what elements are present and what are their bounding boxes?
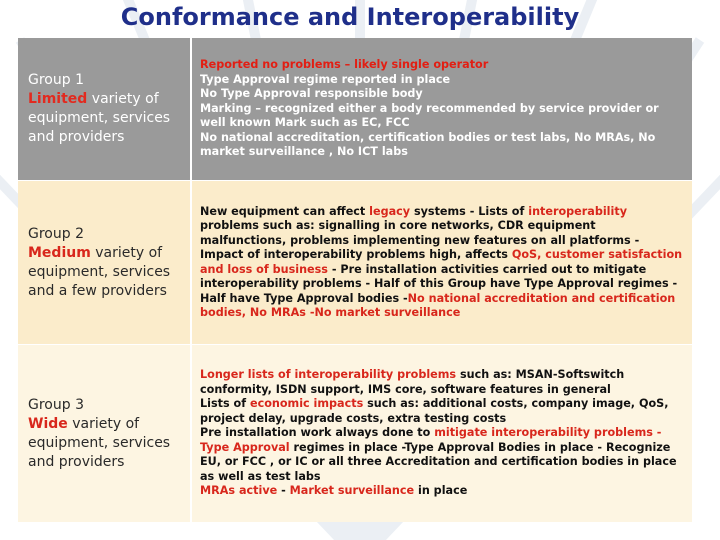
table-row-group-1 [18,38,692,180]
group-3-description [196,345,688,522]
group-1-line-1: Reported no problems – likely single operator [200,58,489,72]
group-1-label: Group 1 [28,72,84,88]
group-3-line-4: MRAs active - Market surveillance in place [200,484,468,498]
group-1-line-2: Type Approval regime reported in place [200,72,451,86]
group-1-cell [18,38,188,180]
group-3-rest: variety of equipment, services and providers [28,415,171,470]
table-row-group-2 [18,180,692,344]
group-3-cell [18,345,188,522]
group-2-paragraph: New equipment can affect legacy systems - Lists of interoperability problems such as: signalling in core networks, CDR equipment malfunctions, problems implementing new features on all platforms - Impact of interoperability problems high, affects QoS, customer satisfaction and loss of business - Pre installation activities carried out to mitigate interoperability problems - Half of this Group have Type Approval regimes - Half have Type Approval bodies -No national accreditation and certification bodies, No MRAs -No market surveillance [200,204,683,319]
group-3-line-3: Pre installation work always done to mitigate interoperability problems - Type Approval regimes in place -Type Approval Bodies in place - Recognize EU, or FCC , or IC or all three Accreditation and certification bodies in place as well as test labs [200,426,677,483]
column-divider [190,345,192,522]
group-1-level: Limited [28,91,88,107]
group-1-line-4: Marking – recognized either a body recommended by service provider or well known Mark such as EC, FCC [200,101,659,130]
table-row-group-3 [18,344,692,522]
group-1-line-5: No national accreditation, certification bodies or test labs, No MRAs, No market surveillance , No ICT labs [200,130,656,159]
group-3-line-1: Longer lists of interoperability problems such as: MSAN-Softswitch conformity, ISDN support, IMS core, software features in general [200,368,625,396]
group-1-rest: variety of equipment, services and providers [28,91,171,145]
column-divider [190,181,192,344]
group-2-level: Medium [28,244,91,261]
group-2-rest: variety of equipment, services and a few providers [28,244,171,299]
slide-title: Conformance and Interoperability [120,3,580,31]
conformance-table [18,38,692,522]
group-1-description [196,38,688,180]
group-2-cell [18,181,188,344]
group-3-label: Group 3 [28,396,84,413]
group-3-line-2: Lists of economic impacts such as: additional costs, company image, QoS, project delay, upgrade costs, extra testing costs [200,397,669,425]
group-2-label: Group 2 [28,225,84,242]
group-2-description [196,181,688,344]
group-3-level: Wide [28,415,68,432]
column-divider [190,38,192,180]
group-1-line-3: No Type Approval responsible body [200,87,423,101]
